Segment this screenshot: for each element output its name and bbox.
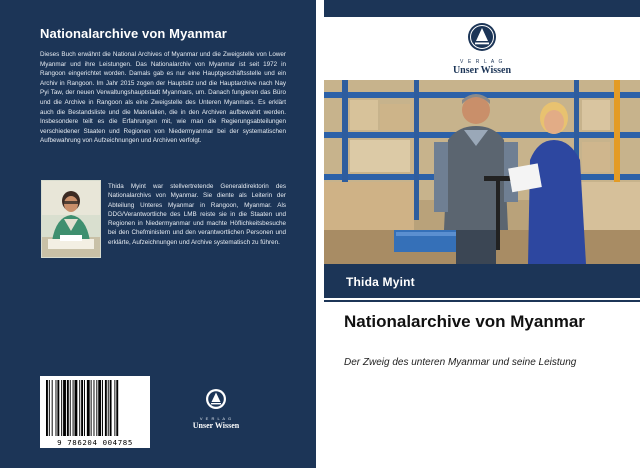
front-cover-subtitle: Der Zweig des unteren Myanmar und seine Leistung xyxy=(344,357,577,368)
top-band xyxy=(324,0,640,17)
back-logo-verlag: V E R L A G xyxy=(199,416,233,421)
barcode-digits: 9 786204 004785 xyxy=(57,438,133,447)
back-cover-blurb: Dieses Buch erwähnt die National Archives of Myanmar und die Zweigstelle von Lower Myanmar und ihre Leistungen. Das Nationalarchiv von Myanmar ist seit 1972 in Rangoon eingerichtet worden. Damals gab es nur eine Hauptgeschäftsstelle und ein Archiv in Rangoon. Im Jahr 2015 zogen der Hauptsitz und die Hauptarchive nach Nay Pyi Taw, der neuen Verwaltungshauptstadt Myanmars, um. Danach fungieren das Büro und die Archive in Rangoon als eine Zweigstelle des Unteren Myanmars. Es erklärt auch die Bestandsliste und die Materialien, die in den Archiven aufbewahrt werden. Insbesondere teilt es die Erfahrungen mit, wie man die Regierungsabteilungen verschiedener Staaten und Regionen von Niedermyanmar bei der systematischen Aufbewahrung von Aufzeichnungen und Archiven verfolgt. xyxy=(40,51,286,145)
front-logo-brand: Unser Wissen xyxy=(452,65,512,76)
back-cover xyxy=(0,0,316,468)
front-logo-verlag: V E R L A G xyxy=(459,59,505,65)
back-logo-brand: Unser Wissen xyxy=(192,421,240,430)
cover-photo-warehouse xyxy=(324,80,640,264)
title-rule xyxy=(324,300,640,302)
author-bio: Thida Myint war stellvertretende Generaldirektorin des Nationalarchivs von Myanmar. Sie diente als Leiterin der Abteilung Unteres Myanmar in Rangoon, Myanmar. Als DDG/Verantwortliche des LMB reiste sie in die Staaten und Regionen in Niedermyanmar und machte Höflichkeitsbesuche bei den Chefministern und den verantwortlichen Personen und erklärte, Aufzeichnungen und Archive systematisch zu führen. xyxy=(108,183,286,246)
publisher-emblem-icon xyxy=(205,388,227,410)
author-photo xyxy=(41,180,101,258)
publisher-emblem-icon xyxy=(467,22,497,52)
front-publisher-logo xyxy=(432,22,532,76)
back-publisher-logo xyxy=(186,388,246,430)
back-cover-title: Nationalarchive von Myanmar xyxy=(40,26,227,41)
spine xyxy=(316,0,324,468)
front-cover-title: Nationalarchive von Myanmar xyxy=(344,312,585,331)
author-name: Thida Myint xyxy=(346,275,415,289)
isbn-barcode xyxy=(40,376,150,448)
front-cover xyxy=(324,0,640,468)
author-band xyxy=(324,264,640,298)
